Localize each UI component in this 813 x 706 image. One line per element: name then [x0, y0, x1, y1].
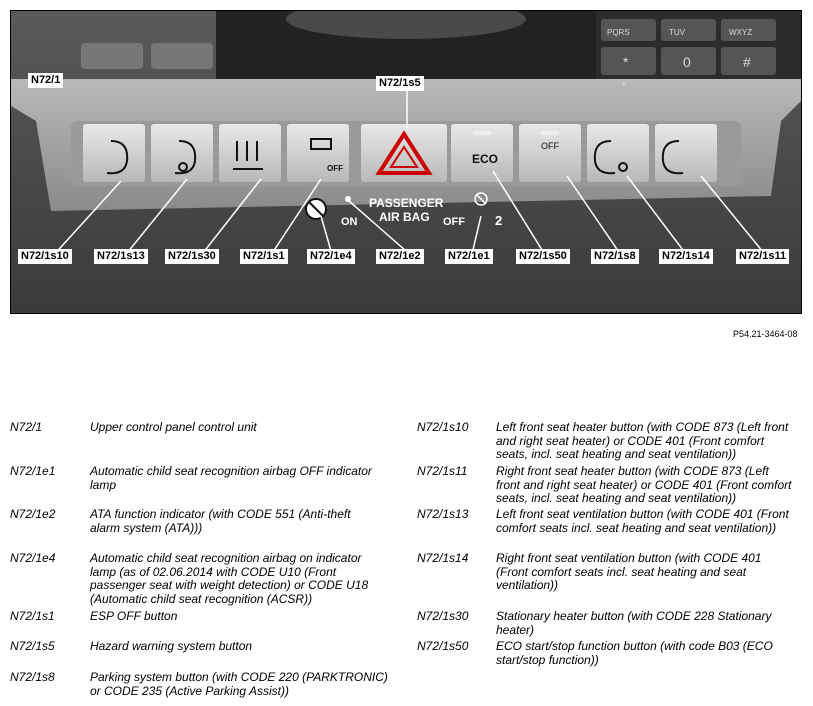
legend-desc: Parking system button (with CODE 220 (PARKTRONIC) or CODE 235 (Active Parking Assist)) [90, 670, 388, 698]
esp-off-text: OFF [327, 164, 343, 173]
legend-desc: ECO start/stop function button (with code B03 (ECO start/stop function)) [496, 639, 773, 667]
legend-code: N72/1s5 [10, 639, 55, 653]
legend-code: N72/1e4 [10, 551, 56, 565]
legend-desc: Automatic child seat recognition airbag OFF indicator lamp [90, 464, 372, 492]
figure-id: P54.21-3464-08 [733, 329, 798, 339]
two-text: 2 [495, 213, 503, 228]
keypad-wxyz: WXYZ [729, 28, 753, 37]
control-panel-figure [10, 10, 802, 314]
legend-desc: ESP OFF button [90, 609, 178, 623]
legend-desc: Left front seat heater button (with CODE 873 (Left front and right seat heater) or CODE 401 (Front comfort seats, incl. seat heating and seat ventilation)) [496, 420, 789, 461]
on-text: ON [341, 216, 358, 228]
legend-code: N72/1s1 [10, 609, 55, 623]
label-n72-1s5: N72/1s5 [376, 76, 424, 91]
label-n72-1s10: N72/1s10 [18, 249, 72, 264]
legend-desc: Hazard warning system button [90, 639, 253, 653]
legend-code: N72/1s10 [417, 420, 469, 434]
passenger-text: PASSENGER [369, 196, 444, 210]
legend-code: N72/1s50 [417, 639, 469, 653]
legend-code: N72/1 [10, 420, 43, 434]
label-n72-1s1: N72/1s1 [240, 249, 288, 264]
legend-code: N72/1s11 [417, 464, 468, 478]
legend-code: N72/1s13 [417, 507, 469, 521]
label-n72-1s13: N72/1s13 [94, 249, 148, 264]
keypad-plus: + [621, 79, 627, 90]
legend-code: N72/1e2 [10, 507, 56, 521]
legend-desc: Right front seat ventilation button (with CODE 401 (Front comfort seats incl. seat heating and seat ventilation)) [496, 551, 762, 592]
air-bag-text: AIR BAG [379, 210, 430, 224]
keypad-hash: # [743, 54, 751, 70]
eco-text: ECO [472, 152, 499, 166]
legend-code: N72/1s14 [417, 551, 469, 565]
label-n72-1: N72/1 [28, 73, 63, 88]
legend-desc: ATA function indicator (with CODE 551 (Anti-theft alarm system (ATA))) [90, 507, 351, 535]
label-n72-1s50: N72/1s50 [516, 249, 570, 264]
legend-desc: Automatic child seat recognition airbag on indicator lamp (as of 02.06.2014 with CODE U10 (Front passenger seat with weight detection) or CODE U18 (Automatic child seat recognition (ACSR)) [90, 551, 369, 606]
legend-desc: Stationary heater button (with CODE 228 Stationary heater) [496, 609, 772, 637]
keypad-zero: 0 [683, 54, 691, 70]
label-n72-1e2: N72/1e2 [376, 249, 424, 264]
label-n72-1s11: N72/1s11 [736, 249, 789, 264]
legend-desc: Left front seat ventilation button (with CODE 401 (Front comfort seats incl. seat heating and seat ventilation)) [496, 507, 789, 535]
label-n72-1s14: N72/1s14 [659, 249, 713, 264]
label-n72-1e4: N72/1e4 [307, 249, 355, 264]
control-panel-drawing [11, 11, 801, 313]
keypad-star: * [623, 54, 629, 70]
legend-code: N72/1e1 [10, 464, 56, 478]
legend-code: N72/1s30 [417, 609, 469, 623]
legend-desc: Right front seat heater button (with CODE 873 (Left front and right seat heater) or CODE 401 (Front comfort seats, incl. seat heating and seat ventilation)) [496, 464, 792, 505]
keypad-pqrs: PQRS [607, 28, 630, 37]
legend-code: N72/1s8 [10, 670, 55, 684]
label-n72-1s30: N72/1s30 [165, 249, 219, 264]
off-text: OFF [443, 216, 465, 228]
label-n72-1e1: N72/1e1 [445, 249, 493, 264]
label-n72-1s8: N72/1s8 [591, 249, 639, 264]
park-off-text: OFF [541, 141, 559, 151]
legend-desc: Upper control panel control unit [90, 420, 257, 434]
keypad-tuv: TUV [669, 28, 685, 37]
